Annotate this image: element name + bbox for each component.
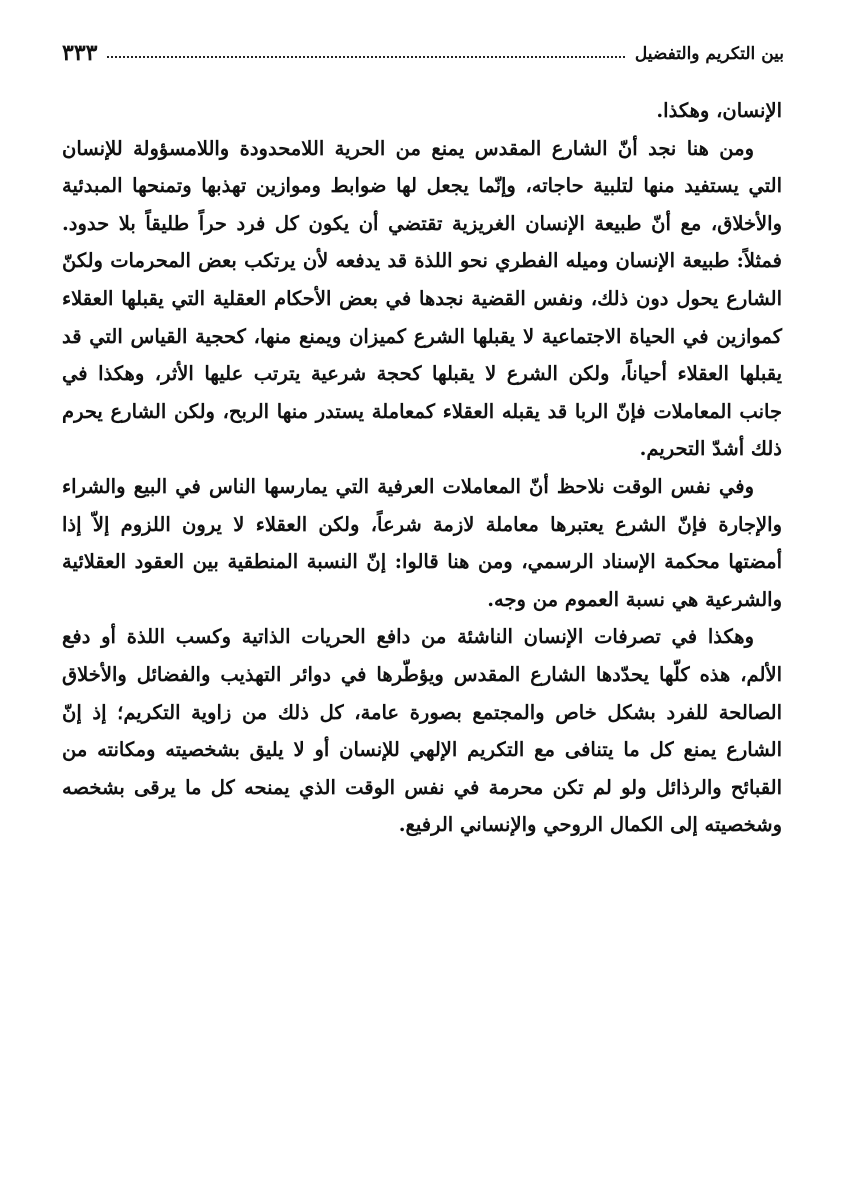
- body-text: [62, 92, 782, 844]
- paragraph: ومن هنا نجد أنّ الشارع المقدس يمنع من الحرية اللامحدودة واللامسؤولة للإنسان التي يستفيد منها لتلبية حاجاته، وإنّما يجعل لها ضوابط وموازين تهذبها وتمنحها المبدئية والأخلاق، مع أنّ طبيعة الإنسان الغريزية تقتضي أن يكون كل فرد حراً طليقاً بلا حدود. فمثلاً: طبيعة الإنسان وميله الفطري نحو اللذة قد يدفعه لأن يرتكب بعض المحرمات ولكنّ الشارع يحول دون ذلك، ونفس القضية نجدها في بعض الأحكام العقلية التي يقبلها العقلاء كموازين في الحياة الاجتماعية لا يقبلها الشرع كميزان ويمنع منها، كحجية القياس التي قد يقبلها العقلاء أحياناً، ولكن الشرع لا يقبلها كحجة شرعية يترتب عليها الأثر، وهكذا في جانب المعاملات فإنّ الربا قد يقبله العقلاء كمعاملة يستدر منها الربح، ولكن الشارع يحرم ذلك أشدّ التحريم.: [62, 136, 782, 461]
- running-header-title: بين التكريم والتفضيل: [634, 44, 784, 64]
- paragraph: وهكذا في تصرفات الإنسان الناشئة من دافع الحريات الذاتية وكسب اللذة أو دفع الألم، هذه كلّها يحدّدها الشارع المقدس ويؤطّرها في دوائر التهذيب والفضائل والأخلاق الصالحة للفرد بشكل خاص والمجتمع بصورة عامة، كل ذلك من زاوية التكريم؛ إذ إنّ الشارع يمنع كل ما يتنافى مع التكريم الإلهي للإنسان أو لا يليق بشخصيته ومكانته من القبائح والرذائل ولو لم تكن محرمة في نفس الوقت الذي يمنحه كل ما يرقى بشخصه وشخصيته إلى الكمال الروحي والإنساني الرفيع.: [62, 625, 782, 837]
- paragraph: وفي نفس الوقت نلاحظ أنّ المعاملات العرفية التي يمارسها الناس في البيع والشراء والإجارة فإنّ الشرع يعتبرها معاملة لازمة شرعاً، ولكن العقلاء لا يرون اللزوم إلاّ إذا أمضتها محكمة الإسناد الرسمي، ومن هنا قالوا: إنّ النسبة المنطقية بين العقود العقلائية والشرعية هي نسبة العموم من وجه.: [62, 474, 782, 611]
- dotted-leader: [107, 56, 624, 58]
- running-header: [62, 28, 784, 66]
- page-number: ٣٣٣: [62, 40, 98, 66]
- paragraph-continuation: الإنسان، وهكذا.: [656, 99, 782, 122]
